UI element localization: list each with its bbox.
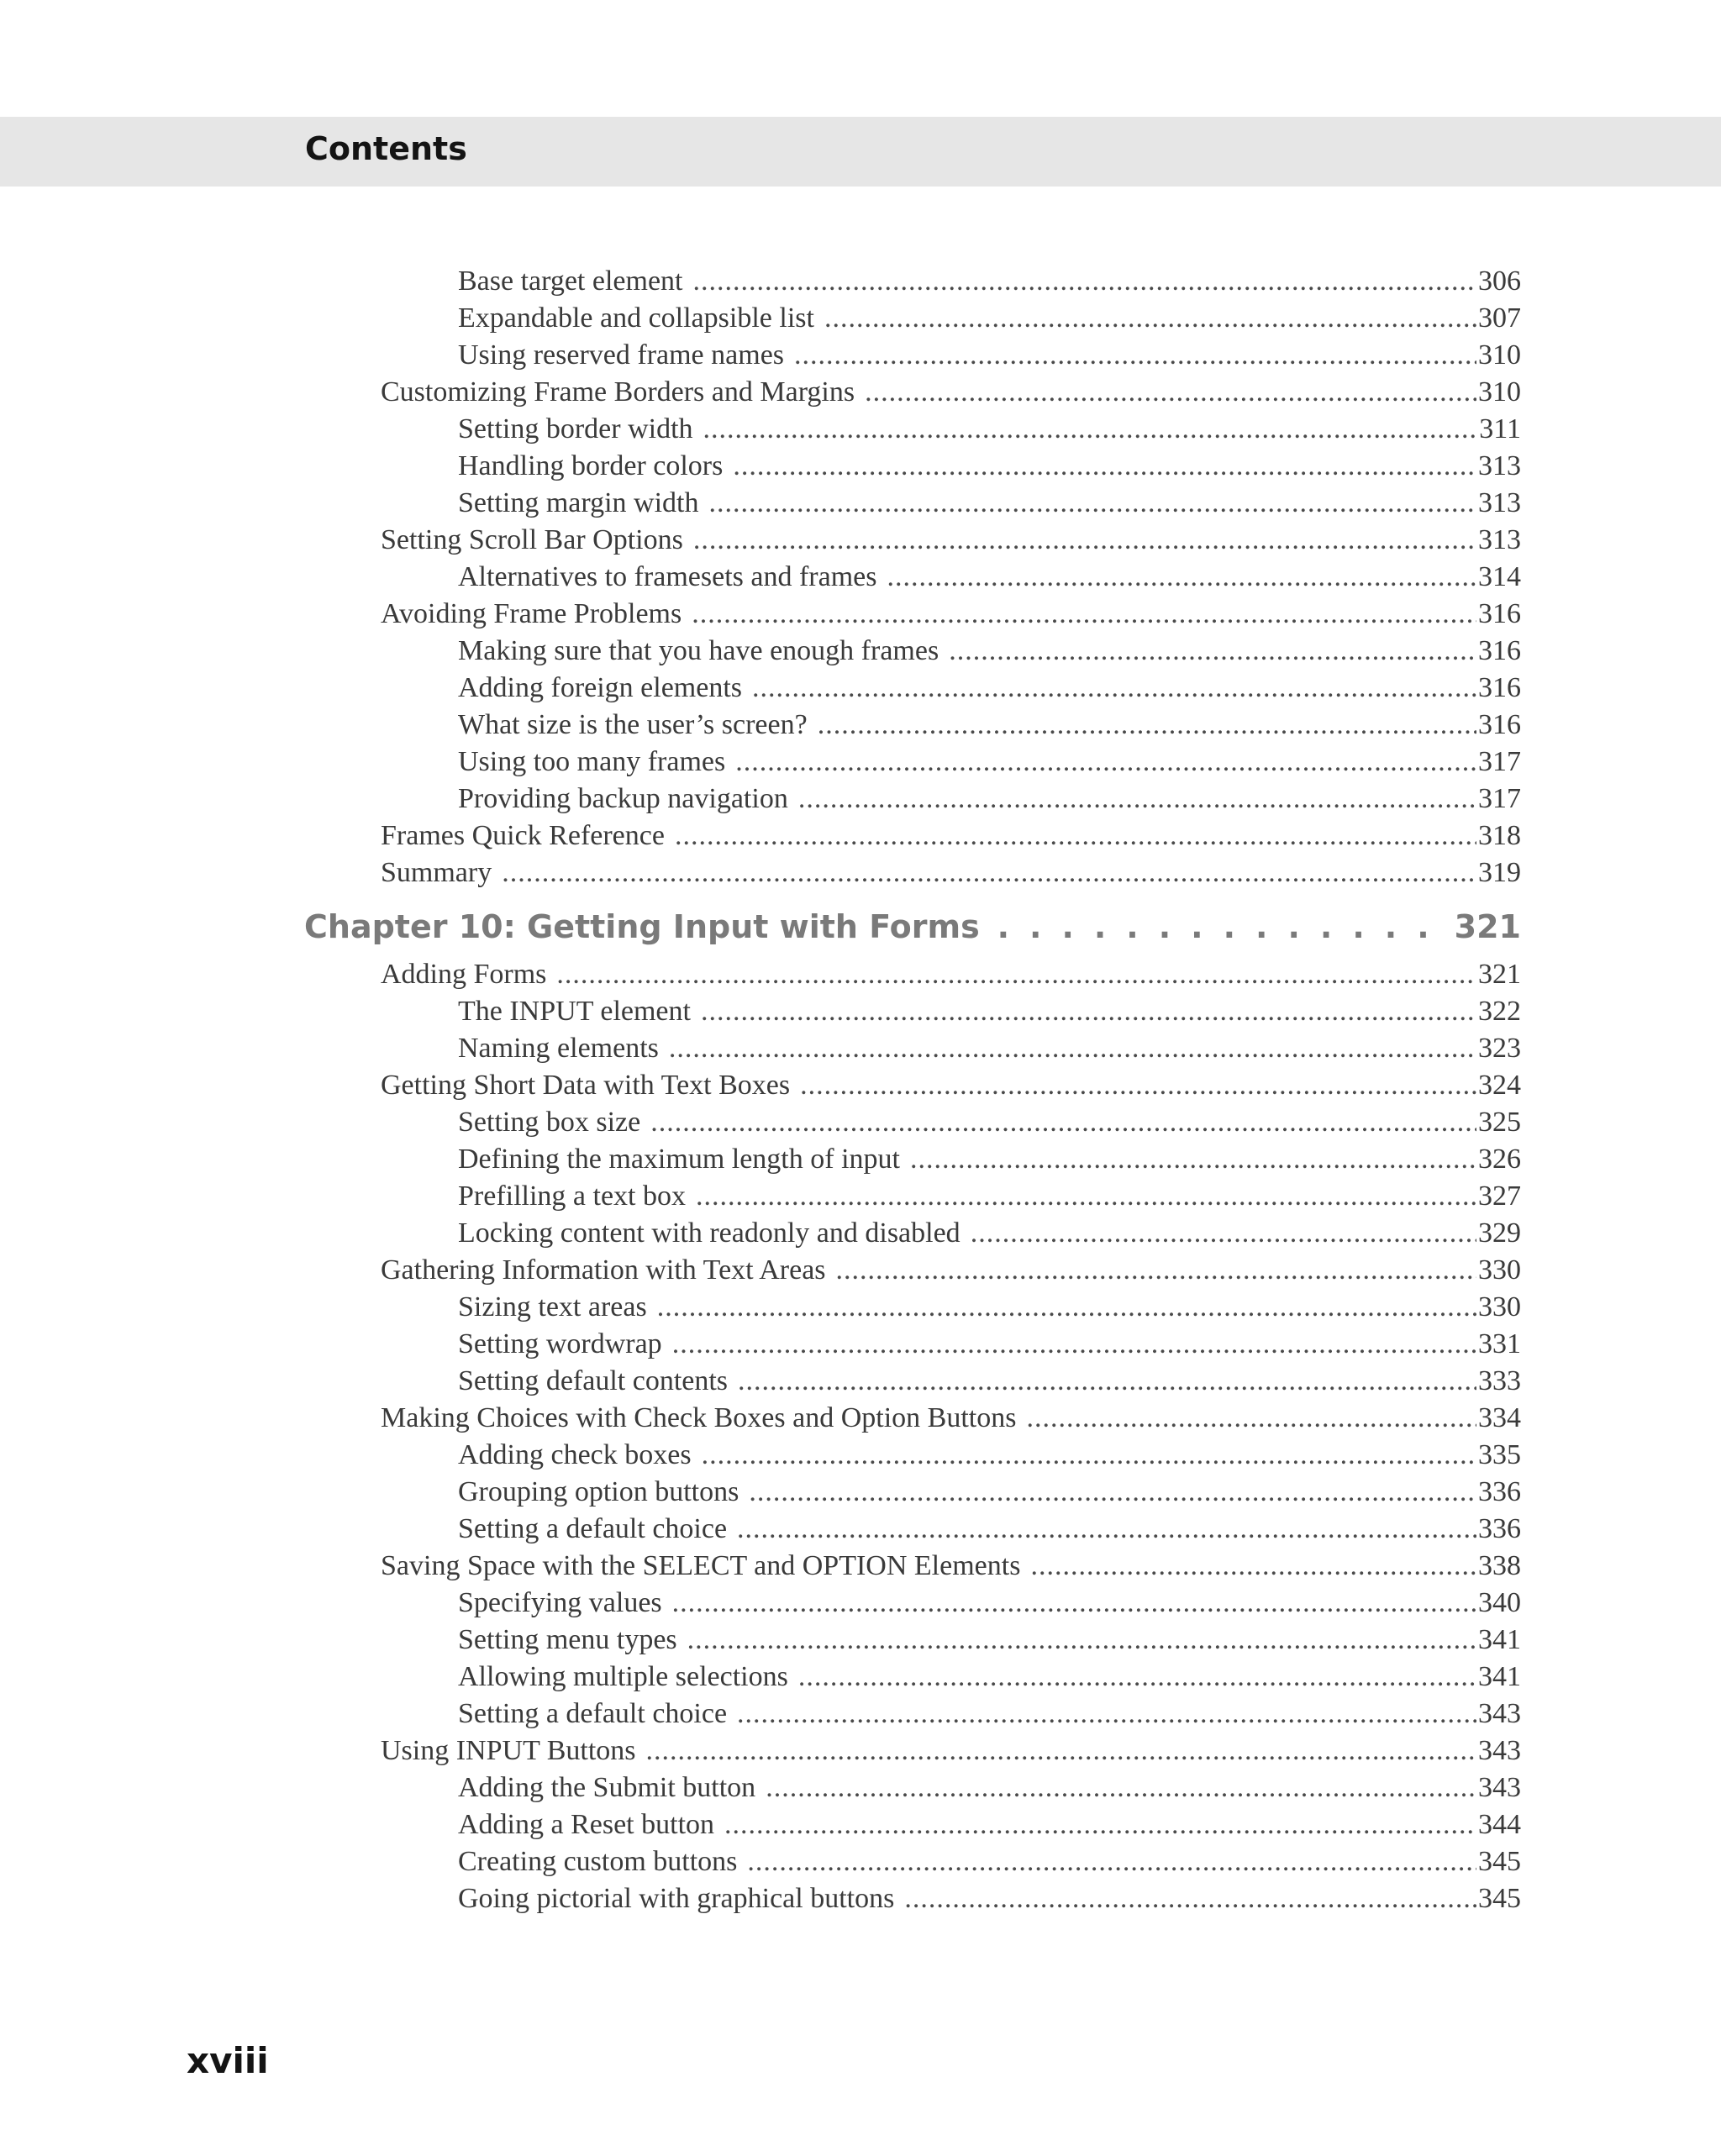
toc-entry-page-number: 321	[1478, 959, 1521, 990]
dot-leader	[949, 633, 1476, 670]
dot-leader	[737, 1696, 1476, 1733]
toc-entry-title: Providing backup navigation	[458, 783, 788, 814]
toc-subsection-entry	[458, 1806, 1521, 1843]
toc-entry-title: Setting wordwrap	[458, 1328, 662, 1359]
dot-leader	[747, 1843, 1476, 1880]
toc-entry-page-number: 317	[1478, 746, 1521, 777]
dot-leader	[735, 744, 1476, 781]
dot-leader	[672, 1326, 1476, 1363]
toc-subsection-entry	[458, 1326, 1521, 1363]
toc-subsection-entry	[458, 1141, 1521, 1178]
toc-subsection-entry	[458, 485, 1521, 522]
toc-entry-page-number: 330	[1478, 1291, 1521, 1323]
toc-section-entry	[381, 855, 1521, 891]
toc-subsection-entry	[458, 707, 1521, 744]
toc-entry-page-number: 345	[1478, 1846, 1521, 1877]
toc-entry-page-number: 307	[1478, 302, 1521, 334]
toc-entry-page-number: 341	[1478, 1624, 1521, 1655]
toc-entry-title: Setting default contents	[458, 1365, 729, 1396]
toc-subsection-entry	[458, 1659, 1521, 1696]
toc-entry-title: Making Choices with Check Boxes and Option Buttons	[381, 1402, 1017, 1433]
dot-leader	[971, 1215, 1476, 1252]
toc-entry-title: Setting Scroll Bar Options	[381, 524, 683, 555]
toc-entry-title: Creating custom buttons	[458, 1846, 738, 1877]
dot-leader	[798, 781, 1476, 818]
dot-leader	[1026, 1400, 1476, 1437]
toc-entry-page-number: 311	[1479, 413, 1521, 444]
toc-entry-page-number: 313	[1478, 487, 1521, 518]
toc-entry-title: Avoiding Frame Problems	[381, 598, 682, 629]
toc-entry-page-number: 336	[1478, 1476, 1521, 1507]
chapter-page-number: 321	[1454, 908, 1521, 945]
toc-entry-page-number: 327	[1478, 1181, 1521, 1212]
toc-entry-title: Handling border colors	[458, 450, 724, 481]
toc-entry-page-number: 322	[1478, 996, 1521, 1027]
dot-leader	[1030, 1548, 1476, 1585]
toc-entry-page-number: 316	[1478, 635, 1521, 666]
toc-entry-page-number: 336	[1478, 1513, 1521, 1544]
dot-leader	[887, 559, 1476, 596]
dot-leader	[800, 1067, 1476, 1104]
chapter-heading	[304, 903, 1521, 950]
toc-entry-title: What size is the user’s screen?	[458, 709, 808, 740]
dot-leader	[646, 1733, 1476, 1769]
toc-entry-page-number: 344	[1478, 1809, 1521, 1840]
dot-leader	[794, 337, 1476, 374]
toc-section-entry	[381, 1067, 1521, 1104]
header-band	[0, 117, 1721, 187]
dot-leader	[675, 818, 1476, 855]
toc-entry-page-number: 316	[1478, 672, 1521, 703]
toc-subsection-entry	[458, 448, 1521, 485]
toc-entry-page-number: 330	[1478, 1254, 1521, 1286]
toc-subsection-entry	[458, 1104, 1521, 1141]
toc-entry-page-number: 319	[1478, 857, 1521, 888]
toc-entry-page-number: 331	[1478, 1328, 1521, 1359]
chapter-dot-leader	[995, 903, 1450, 950]
toc-entry-page-number: 343	[1478, 1698, 1521, 1729]
toc-subsection-entry	[458, 263, 1521, 300]
dot-leader	[669, 1030, 1476, 1067]
toc-subsection-entry	[458, 1511, 1521, 1548]
dot-leader	[749, 1474, 1476, 1511]
toc-subsection-entry	[458, 670, 1521, 707]
toc-section-entry	[381, 374, 1521, 411]
toc-entry-title: Setting menu types	[458, 1624, 677, 1655]
dot-leader	[824, 300, 1476, 337]
dot-leader	[737, 1511, 1476, 1548]
toc-entry-title: Adding Forms	[381, 959, 547, 990]
toc-entry-title: Grouping option buttons	[458, 1476, 739, 1507]
toc-entry-title: Setting box size	[458, 1107, 641, 1138]
toc-subsection-entry	[458, 1289, 1521, 1326]
toc-subsection-entry	[458, 1585, 1521, 1622]
toc-section-entry	[381, 1733, 1521, 1769]
toc-entry-page-number: 338	[1478, 1550, 1521, 1581]
toc-section-entry	[381, 1548, 1521, 1585]
toc-section-entry	[381, 1252, 1521, 1289]
toc-entry-page-number: 334	[1478, 1402, 1521, 1433]
toc-entry-title: Using INPUT Buttons	[381, 1735, 636, 1766]
toc-entry-title: Setting border width	[458, 413, 693, 444]
toc-entry-title: Adding foreign elements	[458, 672, 743, 703]
toc-entry-title: Going pictorial with graphical buttons	[458, 1883, 895, 1914]
dot-leader	[766, 1769, 1476, 1806]
toc-entry-title: Expandable and collapsible list	[458, 302, 814, 334]
toc-subsection-entry	[458, 1622, 1521, 1659]
dot-leader	[798, 1659, 1476, 1696]
dot-leader	[708, 485, 1476, 522]
dot-leader	[692, 596, 1476, 633]
toc-subsection-entry	[458, 337, 1521, 374]
toc-subsection-entry	[458, 559, 1521, 596]
dot-leader	[703, 411, 1478, 448]
page-folio: xviii	[187, 2040, 269, 2081]
toc-entry-page-number: 335	[1478, 1439, 1521, 1470]
toc-entry-page-number: 317	[1478, 783, 1521, 814]
dot-leader	[904, 1880, 1476, 1917]
toc-subsection-entry	[458, 411, 1521, 448]
dot-leader	[733, 448, 1476, 485]
toc-entry-title: Sizing text areas	[458, 1291, 647, 1323]
dot-leader	[556, 956, 1476, 993]
toc-entry-page-number: 326	[1478, 1144, 1521, 1175]
toc-entry-title: Adding a Reset button	[458, 1809, 715, 1840]
toc-entry-title: Getting Short Data with Text Boxes	[381, 1070, 791, 1101]
toc-entry-title: Setting a default choice	[458, 1513, 728, 1544]
dot-leader	[836, 1252, 1476, 1289]
toc-subsection-entry	[458, 1474, 1521, 1511]
toc-entry-title: Saving Space with the SELECT and OPTION Elements	[381, 1550, 1021, 1581]
toc-entry-page-number: 329	[1478, 1217, 1521, 1249]
toc-entry-page-number: 324	[1478, 1070, 1521, 1101]
toc-entry-page-number: 341	[1478, 1661, 1521, 1692]
toc-entry-title: Adding check boxes	[458, 1439, 692, 1470]
toc-entry-page-number: 306	[1478, 266, 1521, 297]
dot-leader	[724, 1806, 1476, 1843]
toc-subsection-entry	[458, 781, 1521, 818]
dot-leader	[752, 670, 1476, 707]
toc-subsection-entry	[458, 1215, 1521, 1252]
toc-entry-page-number: 310	[1478, 339, 1521, 371]
toc-entry-title: Making sure that you have enough frames	[458, 635, 939, 666]
toc-subsection-entry	[458, 300, 1521, 337]
chapter-title: Chapter 10: Getting Input with Forms	[304, 908, 980, 945]
toc-entry-title: Gathering Information with Text Areas	[381, 1254, 826, 1286]
toc-subsection-entry	[458, 1178, 1521, 1215]
toc-section-entry	[381, 956, 1521, 993]
dot-leader	[910, 1141, 1476, 1178]
toc-entry-title: Summary	[381, 857, 492, 888]
dot-leader	[650, 1104, 1476, 1141]
toc-entry-title: Using reserved frame names	[458, 339, 785, 371]
toc-entry-title: Setting a default choice	[458, 1698, 728, 1729]
toc-entry-page-number: 316	[1478, 598, 1521, 629]
toc-entry-title: Alternatives to framesets and frames	[458, 561, 877, 592]
toc-subsection-entry	[458, 1880, 1521, 1917]
dot-leader	[502, 855, 1476, 891]
dot-leader	[702, 1437, 1476, 1474]
toc-entry-page-number: 345	[1478, 1883, 1521, 1914]
dot-leader	[672, 1585, 1476, 1622]
toc-subsection-entry	[458, 1437, 1521, 1474]
toc-entry-page-number: 343	[1478, 1772, 1521, 1803]
toc-entry-page-number: 343	[1478, 1735, 1521, 1766]
toc-entry-page-number: 333	[1478, 1365, 1521, 1396]
toc-entry-title: Setting margin width	[458, 487, 699, 518]
toc-entry-page-number: 313	[1478, 450, 1521, 481]
dot-leader	[696, 1178, 1476, 1215]
toc-entry-title: Defining the maximum length of input	[458, 1144, 900, 1175]
toc-section-entry	[381, 522, 1521, 559]
toc-subsection-entry	[458, 744, 1521, 781]
toc-section-entry	[381, 818, 1521, 855]
toc-entry-title: Allowing multiple selections	[458, 1661, 788, 1692]
toc-subsection-entry	[458, 993, 1521, 1030]
toc-entry-title: The INPUT element	[458, 996, 691, 1027]
toc-entry-title: Prefilling a text box	[458, 1181, 687, 1212]
dot-leader	[657, 1289, 1476, 1326]
toc-entry-title: Customizing Frame Borders and Margins	[381, 376, 855, 408]
toc-subsection-entry	[458, 633, 1521, 670]
toc-entry-page-number: 325	[1478, 1107, 1521, 1138]
toc-entry-page-number: 340	[1478, 1587, 1521, 1618]
toc-subsection-entry	[458, 1769, 1521, 1806]
dot-leader	[687, 1622, 1476, 1659]
toc-subsection-entry	[458, 1696, 1521, 1733]
toc-entry-title: Locking content with readonly and disabled	[458, 1217, 960, 1249]
page-title: Contents	[305, 130, 467, 167]
toc-subsection-entry	[458, 1363, 1521, 1400]
toc-entry-title: Frames Quick Reference	[381, 820, 665, 851]
toc-entry-title: Using too many frames	[458, 746, 726, 777]
toc-entry-page-number: 313	[1478, 524, 1521, 555]
dot-leader	[818, 707, 1476, 744]
toc-entry-page-number: 314	[1478, 561, 1521, 592]
toc-entry-title: Base target element	[458, 266, 683, 297]
toc-entry-title: Specifying values	[458, 1587, 662, 1618]
toc-subsection-entry	[458, 1030, 1521, 1067]
dot-leader	[865, 374, 1476, 411]
toc-entry-title: Adding the Submit button	[458, 1772, 756, 1803]
toc-entry-page-number: 316	[1478, 709, 1521, 740]
toc-section-entry	[381, 1400, 1521, 1437]
toc-entry-page-number: 310	[1478, 376, 1521, 408]
toc-entry-page-number: 318	[1478, 820, 1521, 851]
dot-leader	[692, 263, 1476, 300]
dot-leader	[693, 522, 1476, 559]
toc-subsection-entry	[458, 1843, 1521, 1880]
toc-section-entry	[381, 596, 1521, 633]
toc-entry-page-number: 323	[1478, 1033, 1521, 1064]
dot-leader	[701, 993, 1476, 1030]
toc-entry-title: Naming elements	[458, 1033, 659, 1064]
dot-leader	[738, 1363, 1476, 1400]
